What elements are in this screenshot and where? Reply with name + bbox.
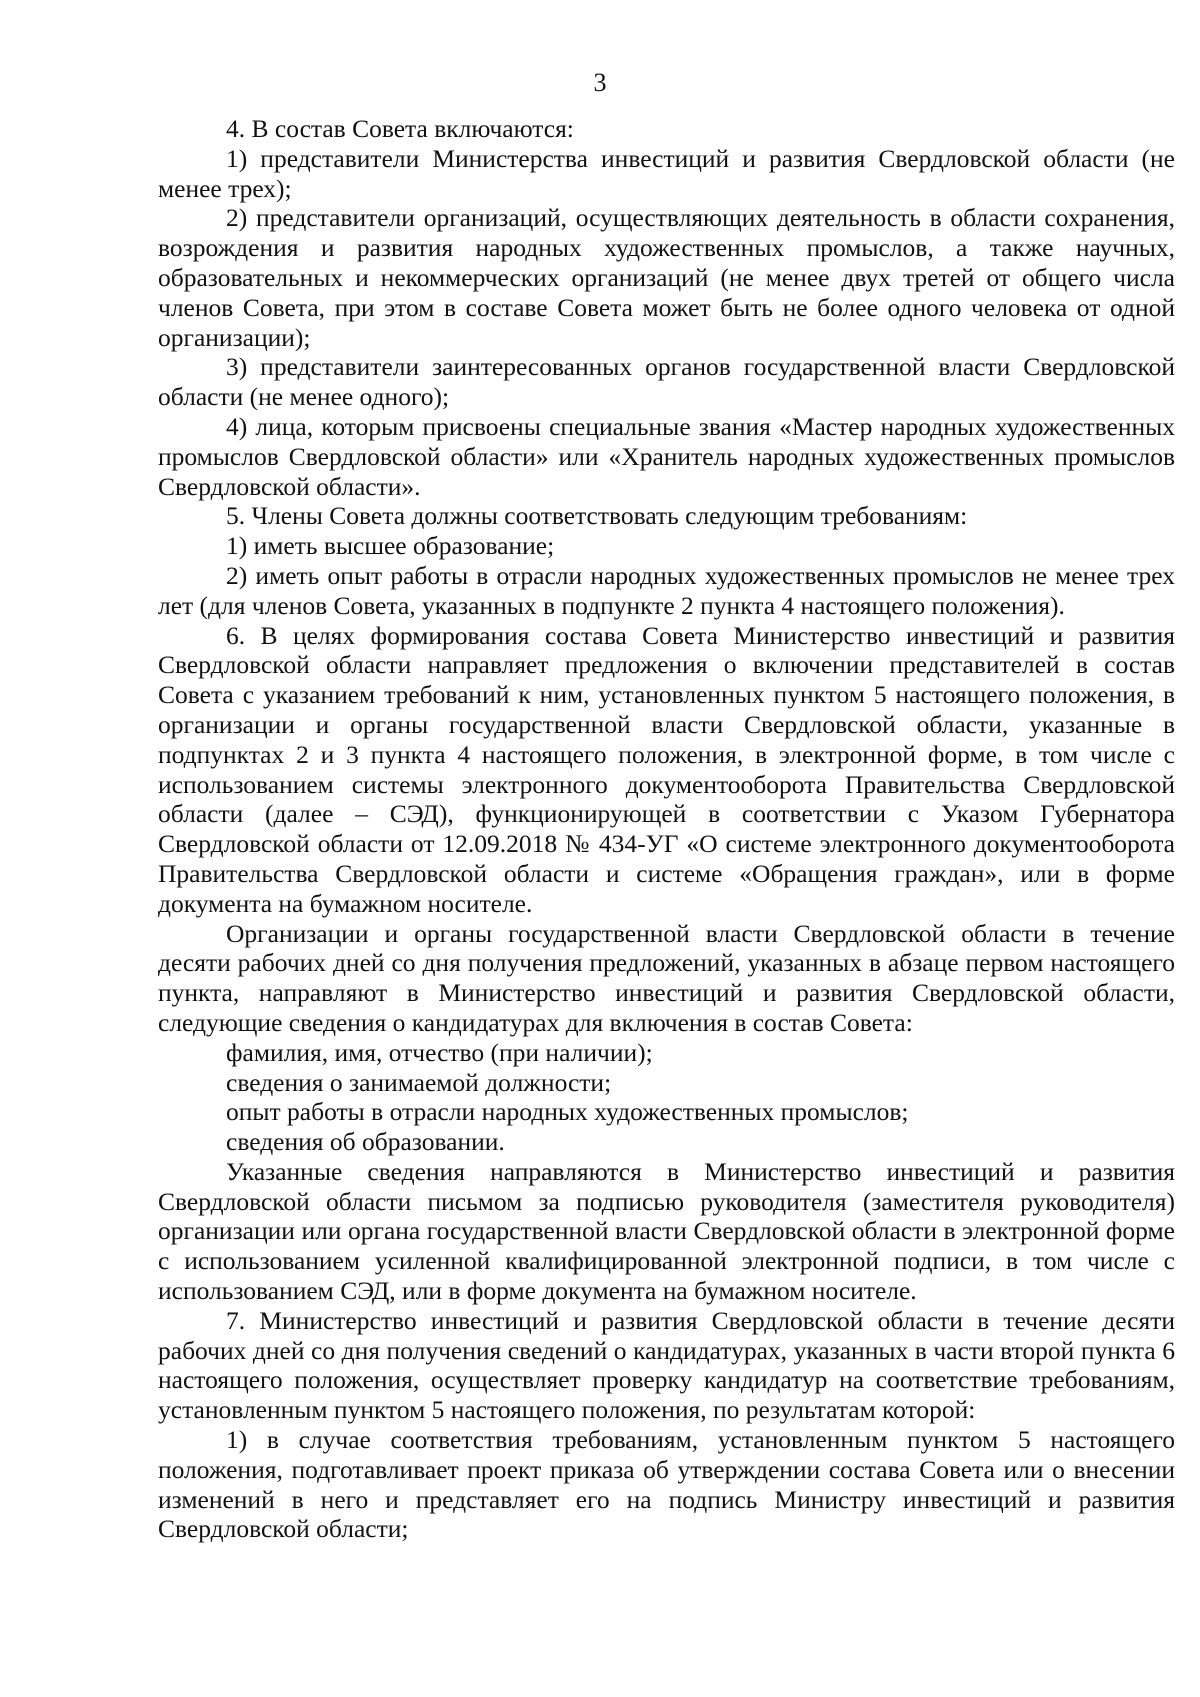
document-body [158,114,1175,1544]
paragraph-6-list-item-2: сведения о занимаемой должности; [226,1067,612,1097]
paragraph-6-list-item-3: опыт работы в отрасли народных художественных промыслов; [226,1097,909,1127]
paragraph-6: 6. В целях формирования состава Совета Министерство инвестиций и развития Свердловской области направляет предложения о включении представителей в состав Совета с указанием требований к ним, установленных пунктом 5 настоящего положения, в организации и органы государственной власти Свердловской области, указанные в подпунктах 2 и 3 пункта 4 настоящего положения, в электронной форме, в том числе с использованием системы электронного документооборота Правительства Свердловской области (далее – СЭД), функционирующей в соответствии с Указом Губернатора Свердловской области от 12.09.2018 № 434-УГ «О системе электронного документооборота Правительства Свердловской области и системе «Обращения граждан», или в форме документа на бумажном носителе. [158,620,1175,918]
paragraph-7-item-1: 1) в случае соответствия требованиям, установленным пунктом 5 настоящего положения, подготавливает проект приказа об утверждении состава Совета или о внесении изменений в него и представляет его на подпись Министру инвестиций и развития Свердловской области; [158,1425,1175,1544]
paragraph-5-item-2: 2) иметь опыт работы в отрасли народных художественных промыслов не менее трех лет (для членов Совета, указанных в подпункте 2 пункта 4 настоящего положения). [158,560,1175,620]
paragraph-6-list-item-4: сведения об образовании. [226,1127,505,1157]
paragraph-6-part-3: Указанные сведения направляются в Министерство инвестиций и развития Свердловской области письмом за подписью руководителя (заместителя руководителя) организации или органа государственной власти Свердловской области в электронной форме с использованием усиленной квалифицированной электронной подписи, в том числе с использованием СЭД, или в форме документа на бумажном носителе. [158,1156,1175,1306]
paragraph-6-part-2: Организации и органы государственной власти Свердловской области в течение десяти рабочих дней со дня получения предложений, указанных в абзаце первом настоящего пункта, направляют в Министерство инвестиций и развития Свердловской области, следующие сведения о кандидатурах для включения в состав Совета: [158,918,1175,1037]
page-number: 3 [593,68,607,97]
paragraph-4-item-4: 4) лица, которым присвоены специальные звания «Мастер народных художественных промыслов Свердловской области» или «Хранитель народных художественных промыслов Свердловской области». [158,411,1175,501]
paragraph-4-item-1: 1) представители Министерства инвестиций и развития Свердловской области (не менее трех); [158,143,1175,203]
paragraph-6-list-item-1: фамилия, имя, отчество (при наличии); [226,1037,653,1067]
paragraph-4-item-3: 3) представители заинтересованных органов государственной власти Свердловской области (не менее одного); [158,352,1175,412]
paragraph-5-item-1: 1) иметь высшее образование; [226,531,555,561]
paragraph-5-heading: 5. Члены Совета должны соответствовать следующим требованиям: [226,501,968,531]
paragraph-4-heading: 4. В состав Совета включаются: [226,114,574,143]
paragraph-7: 7. Министерство инвестиций и развития Свердловской области в течение десяти рабочих дней со дня получения сведений о кандидатурах, указанных в части второй пункта 6 настоящего положения, осуществляет проверку кандидатур на соответствие требованиям, установленным пунктом 5 настоящего положения, по результатам которой: [158,1305,1175,1425]
paragraph-4-item-2: 2) представители организаций, осуществляющих деятельность в области сохранения, возрождения и развития народных художественных промыслов, а также научных, образовательных и некоммерческих организаций (не менее двух третей от общего числа членов Совета, при этом в составе Совета может быть не более одного человека от одной организации); [158,203,1175,352]
